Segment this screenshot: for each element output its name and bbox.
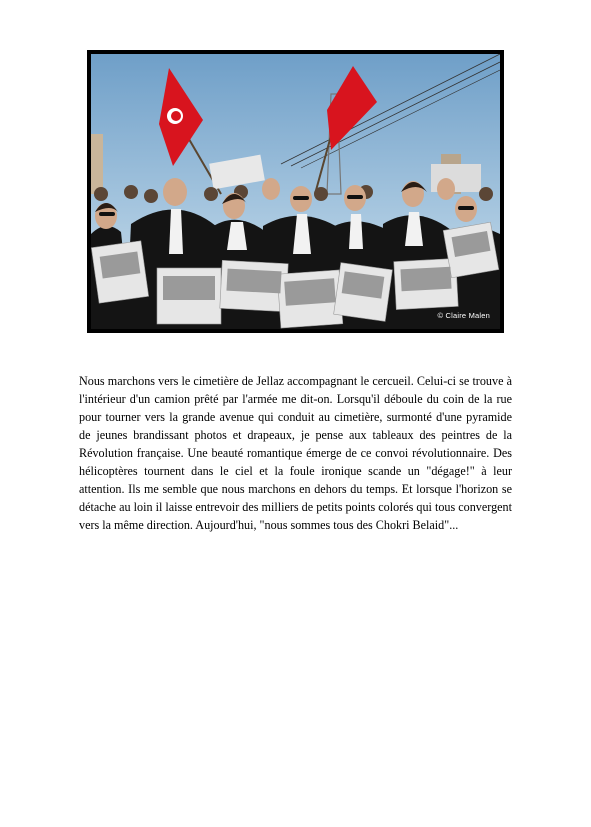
article-paragraph: Nous marchons vers le cimetière de Jellaz accompagnant le cercueil. Celui-ci se trouve à l'intérieur d'un camion prêté par l'armée me dit-on. Lorsqu'il déboule du coin de la rue pour tourner vers la grande avenue qui conduit au cimetière, surmonté d'une pyramide de jeunes brandissant photos et drapeaux, je pense aux tableaux des peintres de la Révolution française. Une beauté romantique émerge de ce convoi révolutionnaire. Des hélicoptères tournent dans le ciel et la foule ironique scande un "dégage!" à leur attention. Ils me semble que nous marchons en dehors du temps. Et lorsque l'horizon se détache au loin il laisse entrevoir des milliers de petits points colorés qui tous convergent vers la même direction. Aujourd'hui, "nous sommes tous des Chokri Belaid"... (79, 374, 512, 532)
protest-photo (91, 54, 500, 329)
photo-frame (87, 50, 504, 333)
photo-credit: © Claire Malen (437, 311, 490, 320)
protest-photo-illustration (91, 54, 500, 329)
